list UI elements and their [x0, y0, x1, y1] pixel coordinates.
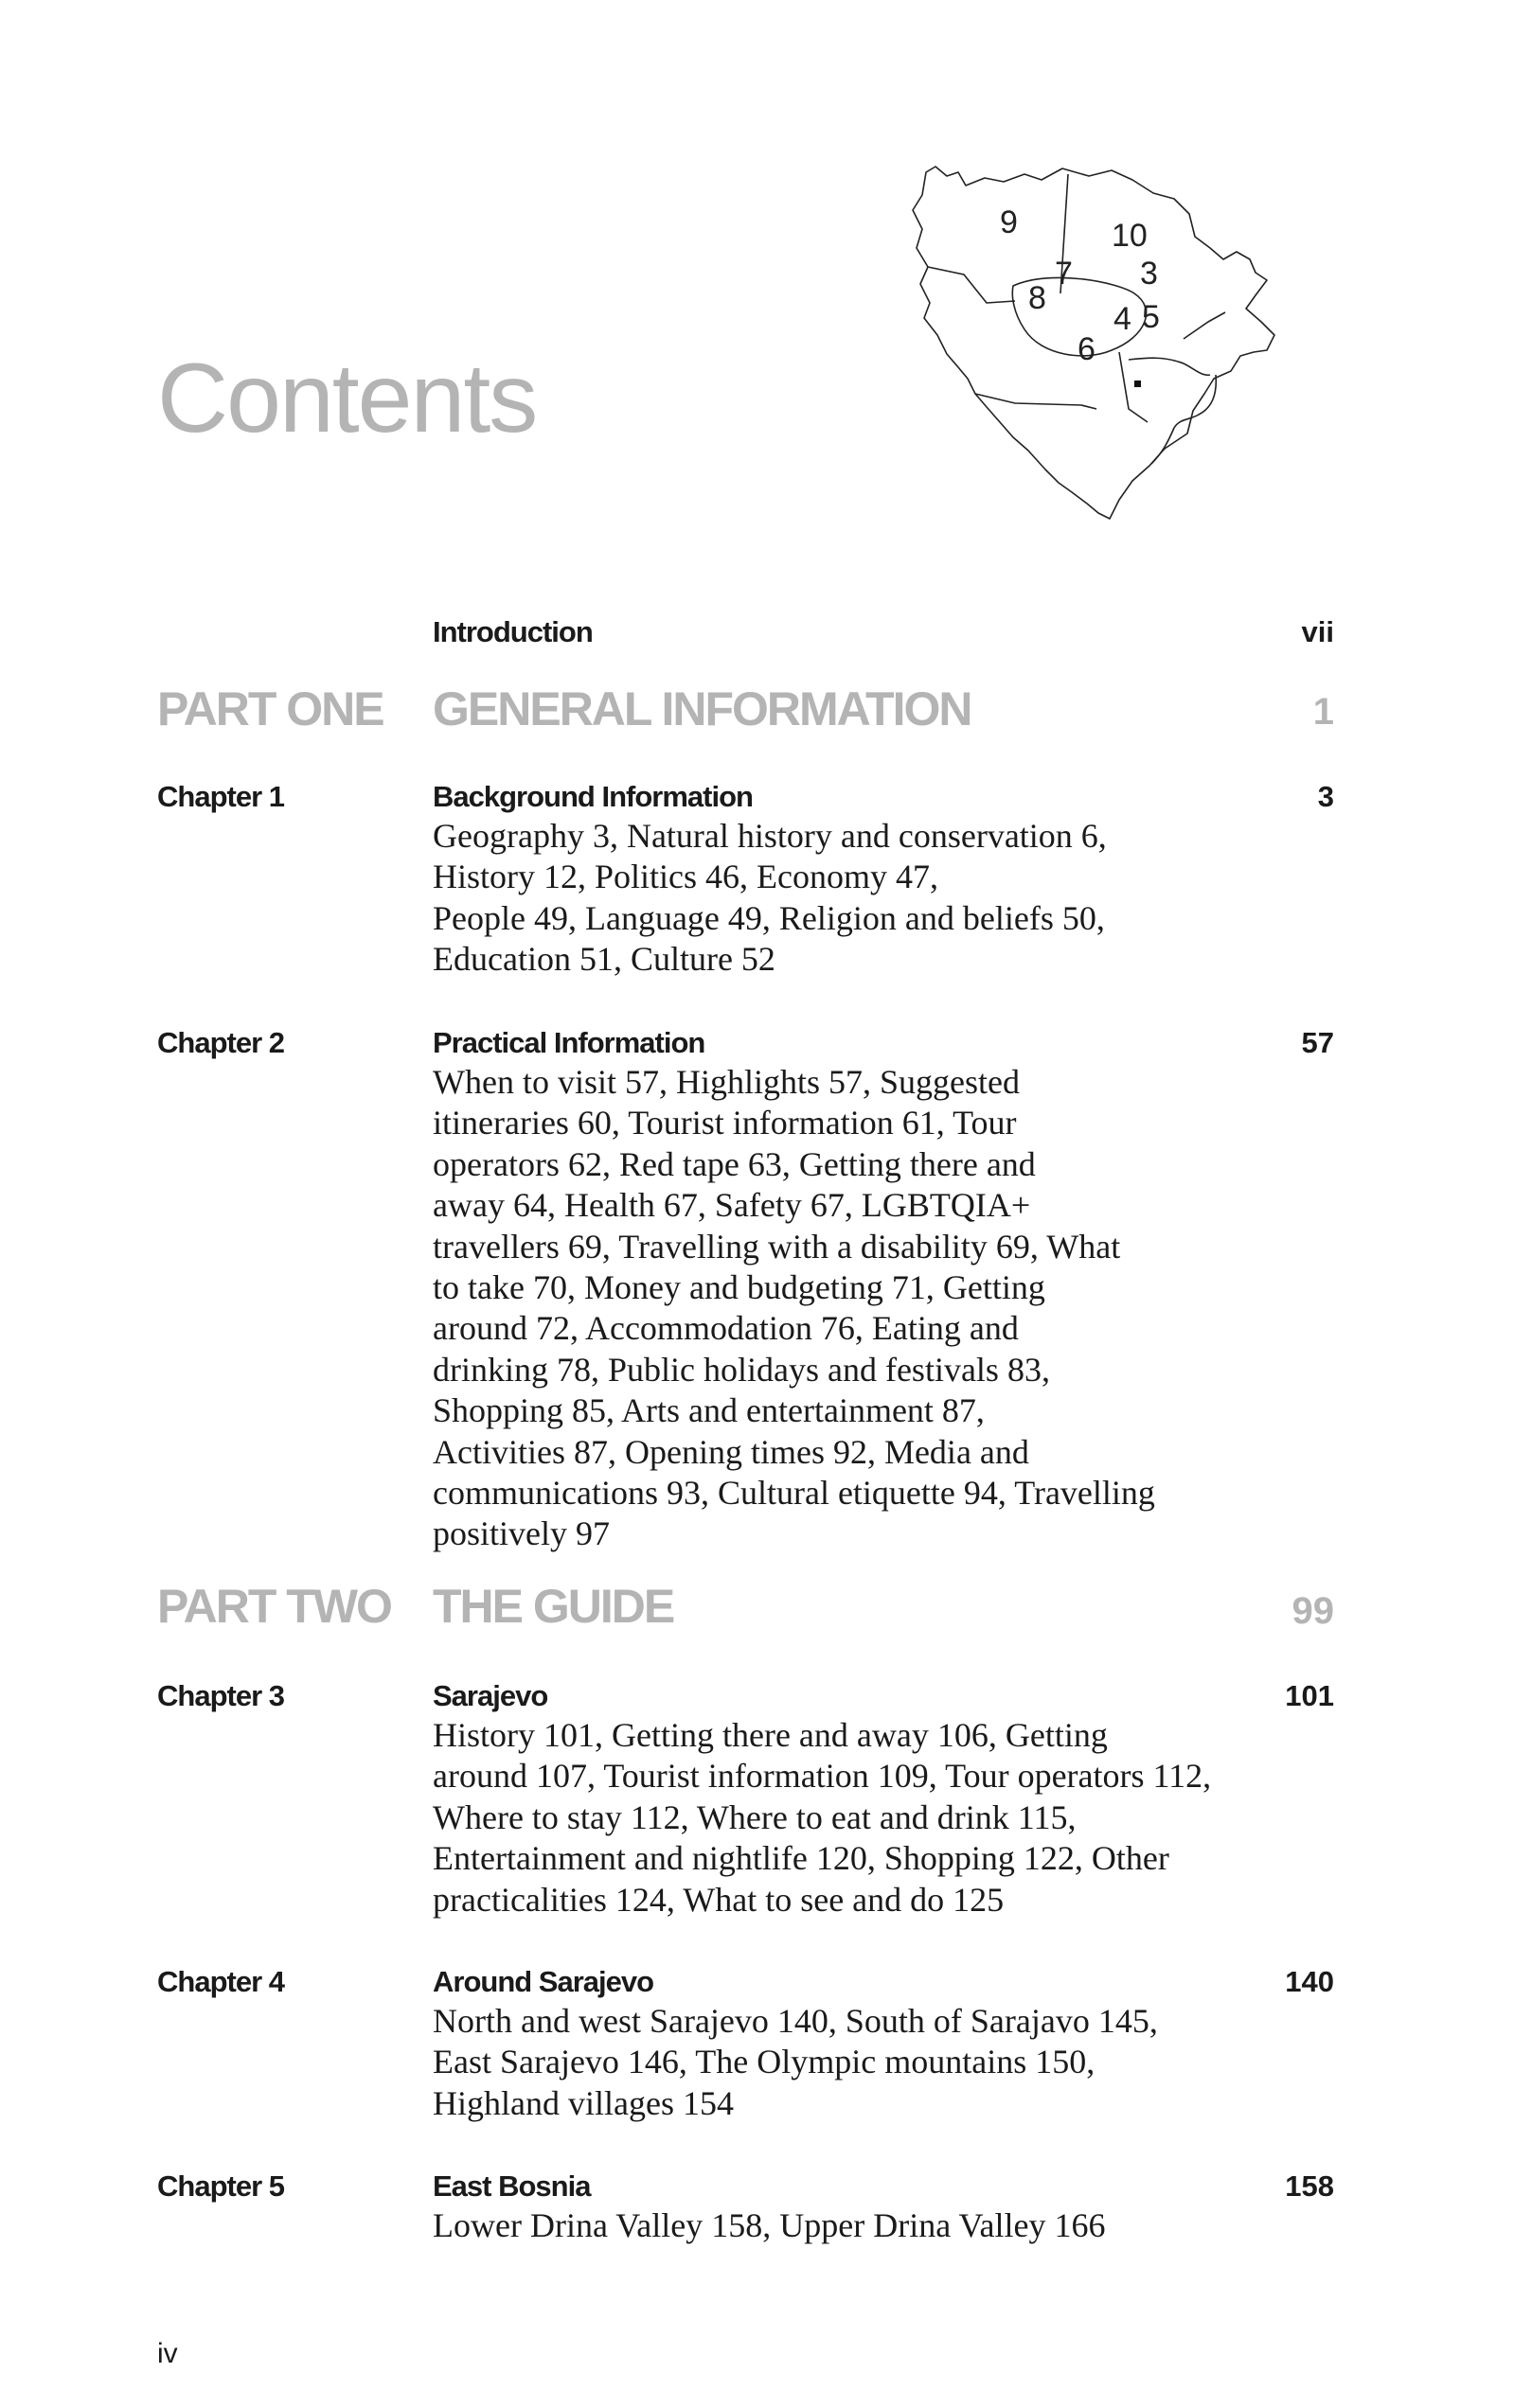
contents-line: People 49, Language 49, Religion and beliefs 50, [433, 898, 1105, 937]
map-border [975, 394, 1096, 409]
part-one-label: PART ONE [157, 682, 383, 735]
contents-line: North and west Sarajevo 140, South of Sarajavo 145, [433, 2002, 1158, 2040]
map-border [1129, 358, 1210, 375]
contents-line: Highland villages 154 [433, 2083, 734, 2122]
chapter-2-contents [433, 1062, 1247, 1555]
chapter-4-title: Around Sarajevo [433, 1965, 654, 1998]
part-two-label: PART TWO [157, 1580, 391, 1633]
chapter-3-contents [433, 1715, 1247, 1921]
region-number: 8 [1028, 280, 1046, 316]
chapter-2-page: 57 [1301, 1026, 1334, 1059]
map-border [1119, 352, 1148, 422]
part-one-page: 1 [1312, 691, 1334, 733]
chapter-2-title: Practical Information [433, 1026, 705, 1059]
contents-line: Lower Drina Valley 158, Upper Drina Valley 166 [433, 2206, 1106, 2244]
chapter-3-label: Chapter 3 [157, 1679, 284, 1712]
contents-line: away 64, Health 67, Safety 67, LGBTQIA+ [433, 1186, 1031, 1225]
contents-line: operators 62, Red tape 63, Getting there and [433, 1144, 1036, 1183]
contents-line: practicalities 124, What to see and do 125 [433, 1880, 1005, 1919]
contents-line: to take 70, Money and budgeting 71, Getting [433, 1268, 1045, 1307]
region-map [909, 161, 1326, 558]
region-number: 10 [1112, 218, 1148, 254]
chapter-5-contents [433, 2205, 1247, 2246]
chapter-5-title: East Bosnia [433, 2169, 591, 2203]
contents-line: around 72, Accommodation 76, Eating and [433, 1309, 1019, 1348]
chapter-4-label: Chapter 4 [157, 1965, 284, 1998]
chapter-5-page: 158 [1285, 2169, 1334, 2203]
contents-line: Geography 3, Natural history and conservation 6, [433, 817, 1107, 855]
contents-line: communications 93, Cultural etiquette 94, Travelling [433, 1474, 1155, 1513]
region-number: 9 [1000, 204, 1018, 240]
chapter-3-title: Sarajevo [433, 1679, 548, 1712]
contents-line: Entertainment and nightlife 120, Shopping 122, Other [433, 1839, 1169, 1878]
part-one-title: GENERAL INFORMATION [433, 682, 971, 735]
page-title: Contents [157, 344, 537, 453]
chapter-1-page: 3 [1317, 780, 1334, 813]
chapter-4-contents [433, 2001, 1247, 2124]
map-border [928, 267, 1015, 303]
contents-line: drinking 78, Public holidays and festivals 83, [433, 1350, 1050, 1389]
map-capital-marker [1134, 381, 1141, 387]
region-number: 6 [1078, 331, 1095, 367]
chapter-3-page: 101 [1285, 1679, 1334, 1712]
contents-line: Where to stay 112, Where to eat and drink 115, [433, 1797, 1077, 1836]
contents-line: itineraries 60, Tourist information 61, Tour [433, 1104, 1017, 1142]
region-number: 3 [1140, 256, 1158, 292]
contents-line: East Sarajevo 146, The Olympic mountains 150, [433, 2043, 1095, 2081]
part-two-title: THE GUIDE [433, 1580, 674, 1633]
contents-line: travellers 69, Travelling with a disability 69, What [433, 1227, 1121, 1266]
part-two-page: 99 [1291, 1590, 1334, 1632]
region-number: 7 [1055, 256, 1073, 292]
map-border [1151, 375, 1216, 464]
contents-line: History 101, Getting there and away 106, Getting [433, 1716, 1108, 1754]
contents-line: When to visit 57, Highlights 57, Suggested [433, 1063, 1020, 1101]
page-folio: iv [157, 2338, 178, 2369]
contents-line: Shopping 85, Arts and entertainment 87, [433, 1391, 985, 1430]
chapter-1-title: Background Information [433, 780, 753, 813]
contents-line: around 107, Tourist information 109, Tour operators 112, [433, 1757, 1212, 1796]
contents-line: positively 97 [433, 1514, 610, 1553]
chapter-1-label: Chapter 1 [157, 780, 284, 813]
contents-line: Activities 87, Opening times 92, Media and [433, 1432, 1029, 1471]
chapter-4-page: 140 [1285, 1965, 1334, 1998]
region-number: 5 [1142, 299, 1160, 335]
chapter-5-label: Chapter 5 [157, 2169, 284, 2203]
introduction-page: vii [1301, 615, 1334, 648]
contents-line: History 12, Politics 46, Economy 47, [433, 858, 938, 896]
chapter-2-label: Chapter 2 [157, 1026, 284, 1059]
chapter-1-contents [433, 816, 1247, 981]
region-number: 4 [1113, 301, 1131, 337]
map-border [1184, 312, 1225, 339]
contents-line: Education 51, Culture 52 [433, 940, 775, 979]
introduction-label: Introduction [433, 615, 593, 648]
